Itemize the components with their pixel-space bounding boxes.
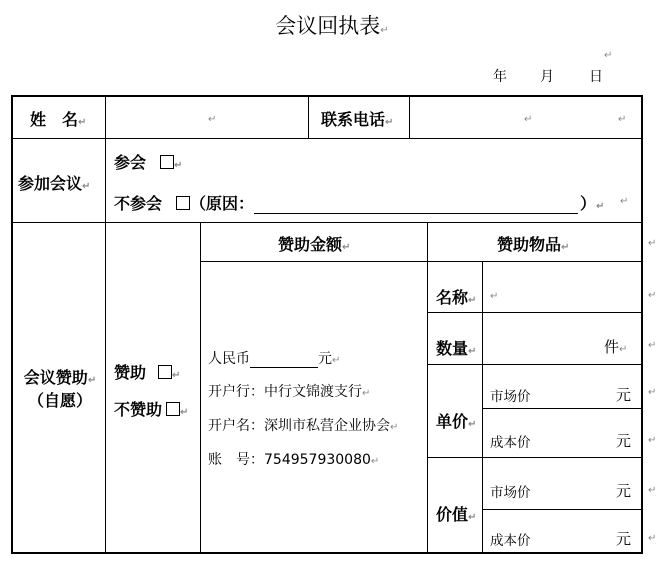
rmb-amount-field[interactable] xyxy=(250,352,318,368)
unit-cost-price-label: 成本价 xyxy=(490,435,531,451)
sponsor-label: 会议赞助↵ （自愿） xyxy=(23,368,97,410)
date-month: 月 xyxy=(540,69,554,85)
unit-market-price-label: 市场价 xyxy=(490,389,531,405)
account-number-text: 账 号：754957930080↵ xyxy=(208,452,380,468)
sponsor-no-option[interactable]: 不赞助 ↵ xyxy=(114,400,189,419)
unit-price-label: 单价↵ xyxy=(436,412,477,431)
qty-label: 数量↵ xyxy=(436,339,477,358)
value-market-price-label: 市场价 xyxy=(490,485,531,501)
item-name-label: 名称↵ xyxy=(436,288,477,307)
value-market-yuan: 元 xyxy=(616,482,632,500)
phone-input[interactable]: ↵ xyxy=(524,114,533,125)
account-name-text: 开户名：深圳市私营企业协会↵ xyxy=(208,418,399,434)
not-attend-checkbox[interactable] xyxy=(176,196,190,210)
not-attend-option[interactable]: 不参会 （原因： ）↵ xyxy=(114,194,605,213)
date-day: 日 xyxy=(589,69,603,85)
phone-label: 联系电话↵ xyxy=(321,110,394,129)
attend-option[interactable]: 参会 ↵ xyxy=(114,153,183,172)
sponsor-yes-option[interactable]: 赞助 ↵ xyxy=(114,363,181,382)
sponsor-no-checkbox[interactable] xyxy=(166,402,180,416)
rmb-line: 人民币 元↵ xyxy=(208,351,341,367)
unit-cost-yuan: 元 xyxy=(616,432,632,450)
amount-header: 赞助金额↵ xyxy=(278,235,351,254)
value-cost-price-label: 成本价 xyxy=(490,533,531,549)
items-header: 赞助物品↵ xyxy=(497,235,570,254)
qty-unit: 件↵ xyxy=(604,338,628,356)
attend-checkbox[interactable] xyxy=(160,155,174,169)
bank-text: 开户行：中行文锦渡支行↵ xyxy=(208,384,371,400)
attend-label: 参加会议↵ xyxy=(18,174,91,193)
value-cost-yuan: 元 xyxy=(616,530,632,548)
unit-market-yuan: 元 xyxy=(616,386,632,404)
name-input[interactable]: ↵ xyxy=(208,114,217,125)
value-label: 价值↵ xyxy=(436,505,477,524)
page-title: 会议回执表↵ xyxy=(275,14,389,38)
sponsor-yes-checkbox[interactable] xyxy=(158,365,172,379)
item-name-input[interactable]: ↵ xyxy=(490,291,499,302)
date-year: 年 xyxy=(493,69,507,85)
name-label: 姓 名↵ xyxy=(30,110,87,129)
reason-field[interactable] xyxy=(254,195,578,214)
